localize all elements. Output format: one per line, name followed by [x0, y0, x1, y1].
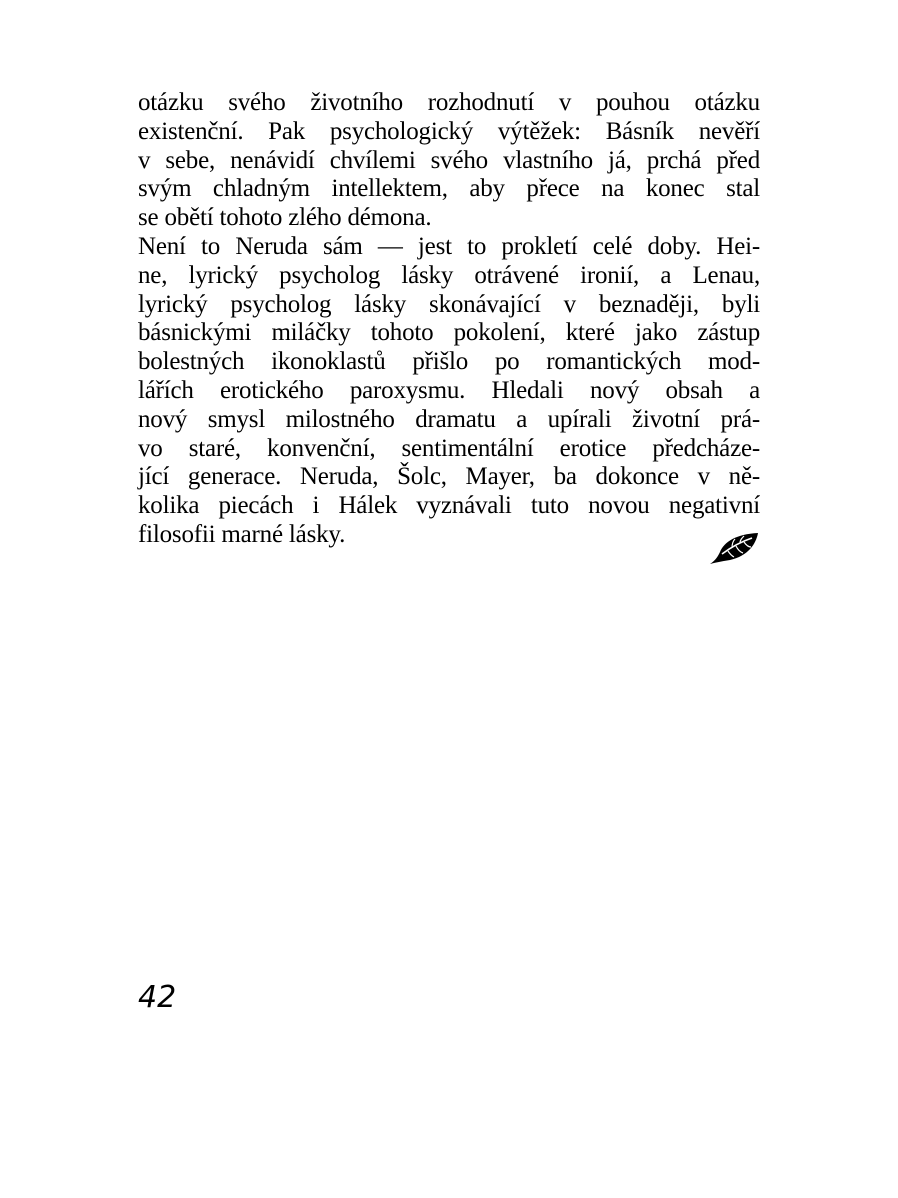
text-line: filosofii marné lásky.	[138, 520, 346, 548]
text-line: Není to Neruda sám — jest to prokletí celé doby. Hei-	[138, 232, 760, 260]
text-line: jící generace. Neruda, Šolc, Mayer, ba dokonce v ně-	[138, 463, 760, 491]
text-line: existenční. Pak psychologický výtěžek: Básník nevěří	[138, 117, 760, 145]
text-line: bolestných ikonoklastů přišlo po romantických mod-	[138, 348, 760, 376]
text-line: svým chladným intellektem, aby přece na konec stal	[138, 175, 760, 203]
text-line: otázku svého životního rozhodnutí v pouhou otázku	[138, 89, 760, 116]
text-line: nový smysl milostného dramatu a upírali životní prá-	[138, 405, 760, 433]
text-line: kolika piecách i Hálek vyznávali tuto novou negativní	[138, 492, 760, 520]
text-line: básnickými miláčky tohoto pokolení, které jako zástup	[138, 319, 760, 347]
body-text	[138, 89, 760, 550]
text-line: vo staré, konvenční, sentimentální erotice předcháze-	[138, 434, 760, 462]
leaf-ornament-icon	[706, 530, 762, 566]
text-line: v sebe, nenávidí chvílemi svého vlastního já, prchá před	[138, 146, 760, 174]
text-line: lářích erotického paroxysmu. Hledali nový obsah a	[138, 376, 760, 404]
text-line: se obětí tohoto zlého démona.	[138, 204, 432, 232]
text-line: lyrický psycholog lásky skonávající v beznaději, byli	[138, 290, 760, 318]
page-number: 42	[138, 980, 177, 1015]
text-line: ne, lyrický psycholog lásky otrávené ironií, a Lenau,	[138, 261, 760, 289]
